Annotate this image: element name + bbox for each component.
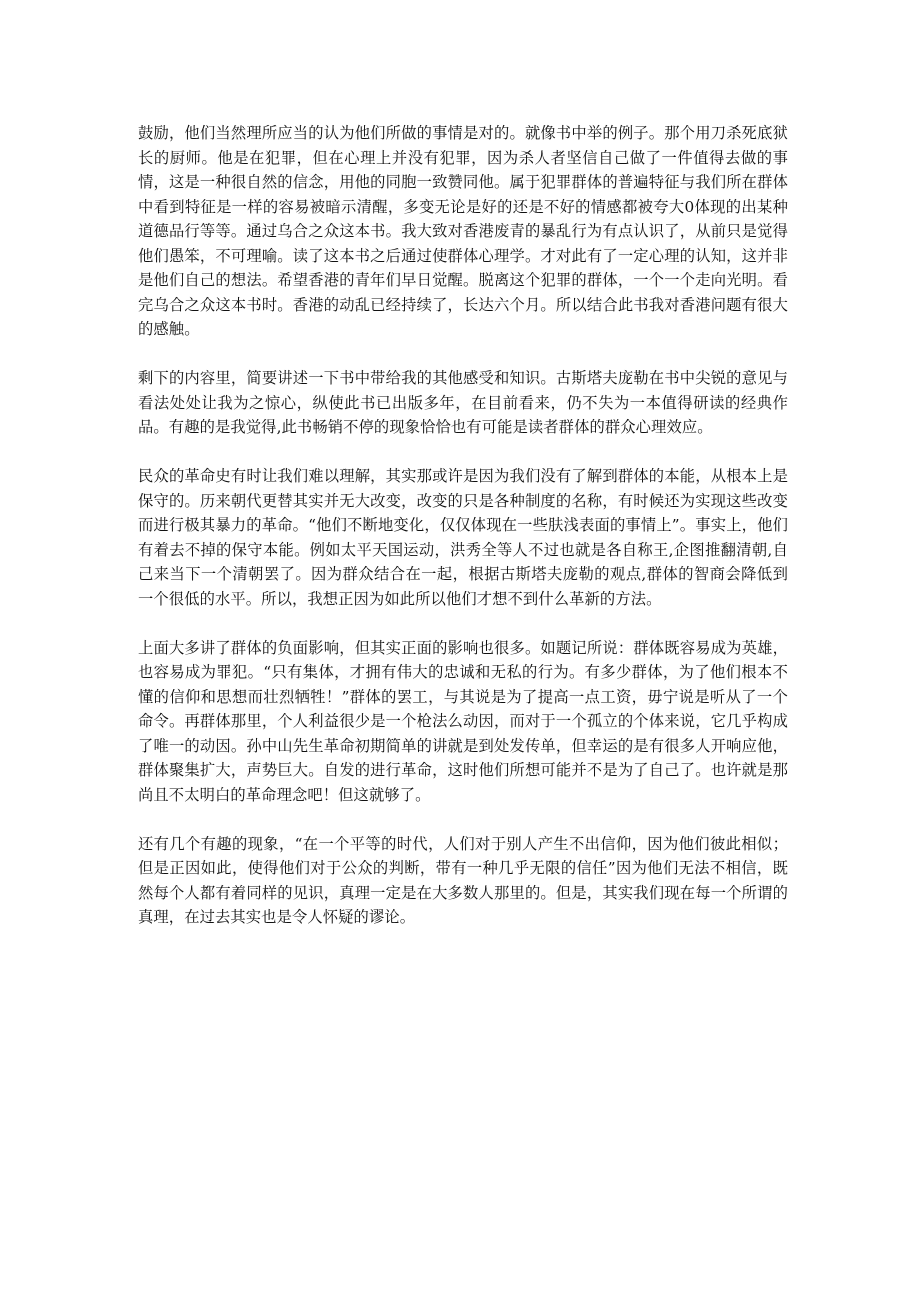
paragraph-1: 鼓励，他们当然理所应当的认为他们所做的事情是对的。就像书中举的例子。那个用刀杀死底狱长的厨师。他是在犯罪，但在心理上并没有犯罪，因为杀人者坚信自己做了一件值得去做的事情，这是一种很自然的信念，用他的同胞一致赞同他。属于犯罪群体的普遍特征与我们所在群体中看到特征是一样的容易被暗示清醒，多变无论是好的还是不好的情感都被夸大0体现的出某种道德品行等等。通过乌合之众这本书。我大致对香港废青的暴乱行为有点认识了，从前只是觉得他们愚笨，不可理喻。读了这本书之后通过使群体心理学。才对此有了一定心理的认知，这并非是他们自己的想法。希望香港的青年们早日觉醒。脱离这个犯罪的群体，一个一个走向光明。看完乌合之众这本书时。香港的动乱已经持续了，长达六个月。所以结合此书我对香港问题有很大的感触。 [138,124,788,338]
paragraph-5: 还有几个有趣的现象，“在一个平等的时代，人们对于别人产生不出信仰，因为他们彼此相似；但是正因如此，使得他们对于公众的判断，带有一种几乎无限的信任”因为他们无法不相信，既然每个人都有着同样的见识，真理一定是在大多数人那里的。但是，其实我们现在每一个所谓的真理，在过去其实也是令人怀疑的谬论。 [138,834,788,926]
paragraph-4: 上面大多讲了群体的负面影响，但其实正面的影响也很多。如题记所说：群体既容易成为英雄，也容易成为罪犯。“只有集体，才拥有伟大的忠诚和无私的行为。有多少群体，为了他们根本不懂的信仰和思想而壮烈牺牲！”群体的罢工，与其说是为了提高一点工资，毋宁说是听从了一个命令。再群体那里，个人利益很少是一个枪法么动因，而对于一个孤立的个体来说，它几乎构成了唯一的动因。孙中山先生革命初期简单的讲就是到处发传单，但幸运的是有很多人开响应他，群体聚集扩大，声势巨大。自发的进行革命，这时他们所想可能并不是为了自己了。也许就是那尚且不太明白的革命理念吧！但这就够了。 [138,638,788,804]
paragraph-2: 剩下的内容里，简要讲述一下书中带给我的其他感受和知识。古斯塔夫庞勒在书中尖锐的意见与看法处处让我为之惊心，纵使此书已出版多年，在目前看来，仍不失为一本值得研读的经典作品。有趣的是我觉得,此书畅销不停的现象恰恰也有可能是读者群体的群众心理效应。 [138,369,788,436]
document-body [138,121,788,954]
paragraph-3: 民众的革命史有时让我们难以理解，其实那或许是因为我们没有了解到群体的本能，从根本上是保守的。历来朝代更替其实并无大改变，改变的只是各种制度的名称，有时候还为实现这些改变而进行极其暴力的革命。“他们不断地变化，仅仅体现在一些肤浅表面的事情上”。事实上，他们有着去不掉的保守本能。例如太平天国运动，洪秀全等人不过也就是各自称王,企图推翻清朝,自己来当下一个清朝罢了。因为群众结合在一起，根据古斯塔夫庞勒的观点,群体的智商会降低到一个很低的水平。所以，我想正因为如此所以他们才想不到什么革新的方法。 [138,467,788,608]
